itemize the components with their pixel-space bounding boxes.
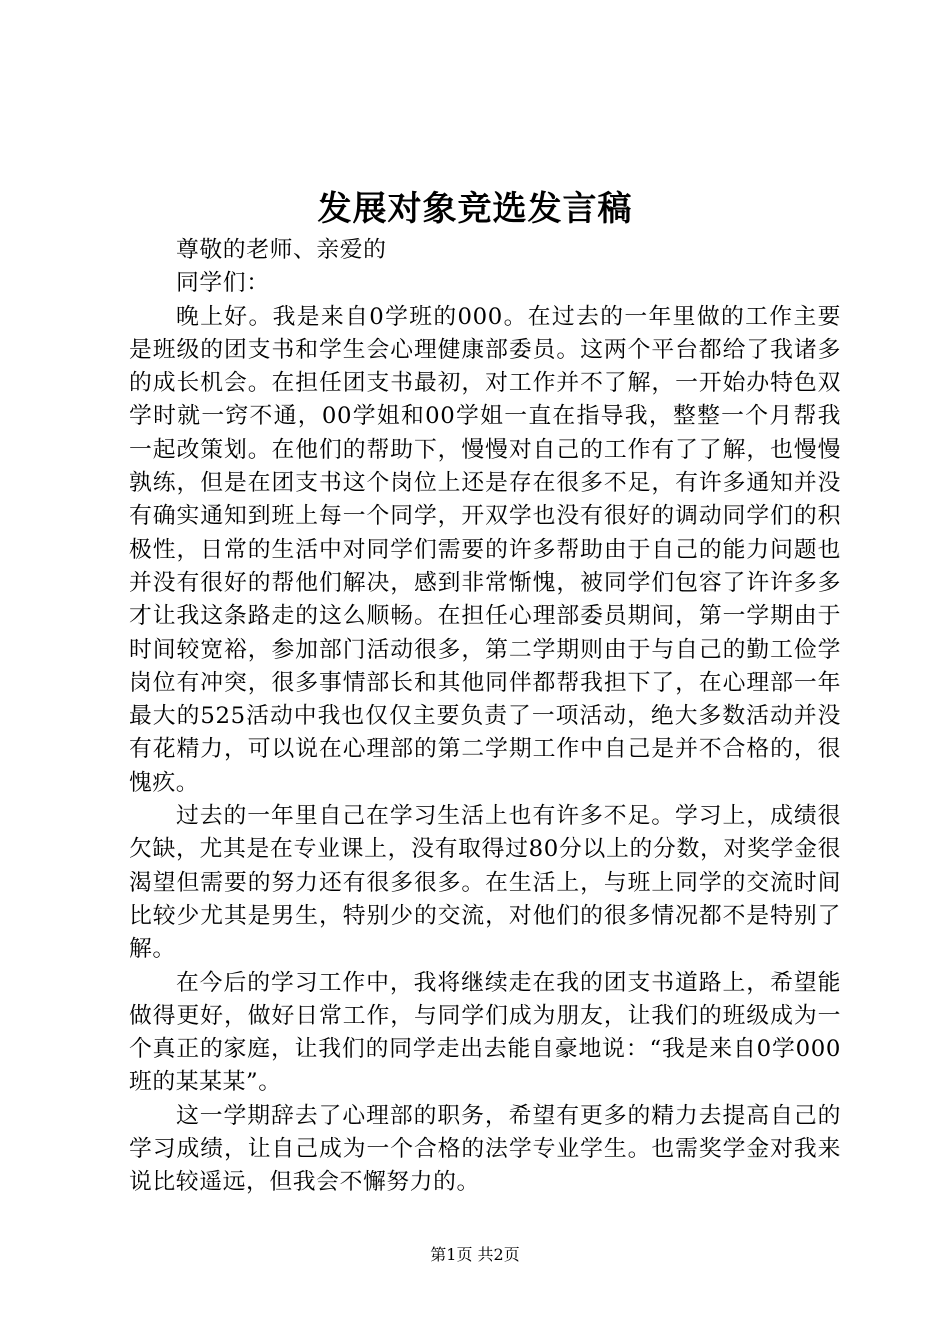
salutation-line-2: 同学们： [176, 270, 270, 297]
paragraph-4: 这一学期辞去了心理部的职务，希望有更多的精力去提高自己的学习成绩，让自己成为一个合格的法学专业学生。也需奖学金对我来说比较遥远，但我会不懈努力的。 [129, 1102, 841, 1196]
page-footer: 第1页 共2页 [430, 1245, 520, 1264]
paragraph-1: 晚上好。我是来自0学班的000。在过去的一年里做的工作主要是班级的团支书和学生会心理健康部委员。这两个平台都给了我诸多的成长机会。在担任团支书最初，对工作并不了解，一开始办特色双学时就一窍不通，00学姐和00学姐一直在指导我，整整一个月帮我一起改策划。在他们的帮助下，慢慢对自己的工作有了了解，也慢慢孰练，但是在团支书这个岗位上还是存在很多不足，有许多通知并没有确实通知到班上每一个同学，开双学也没有很好的调动同学们的积极性，日常的生活中对同学们需要的许多帮助由于自己的能力问题也并没有很好的帮他们解决，感到非常惭愧，被同学们包容了许许多多才让我这条路走的这么顺畅。在担任心理部委员期间，第一学期由于时间较宽裕，参加部门活动很多，第二学期则由于与自己的勤工俭学岗位有冲突，很多事情部长和其他同伴都帮我担下了，在心理部一年最大的525活动中我也仅仅主要负责了一项活动，绝大多数活动并没有花精力，可以说在心理部的第二学期工作中自己是并不合格的，很愧疚。 [129, 303, 841, 796]
paragraph-2: 过去的一年里自己在学习生活上也有许多不足。学习上，成绩很欠缺，尤其是在专业课上，没有取得过80分以上的分数，对奖学金很渴望但需要的努力还有很多很多。在生活上，与班上同学的交流时间比较少尤其是男生，特别少的交流，对他们的很多情况都不是特别了解。 [129, 803, 841, 963]
document-title: 发展对象竞选发言稿 [317, 189, 633, 229]
document-body [129, 234, 841, 1200]
salutation-line-1: 尊敬的老师、亲爱的 [176, 237, 387, 263]
paragraph-3: 在今后的学习工作中，我将继续走在我的团支书道路上，希望能做得更好，做好日常工作，与同学们成为朋友，让我们的班级成为一个真正的家庭，让我们的同学走出去能自豪地说：“我是来自0学000班的某某某”。 [129, 969, 841, 1096]
